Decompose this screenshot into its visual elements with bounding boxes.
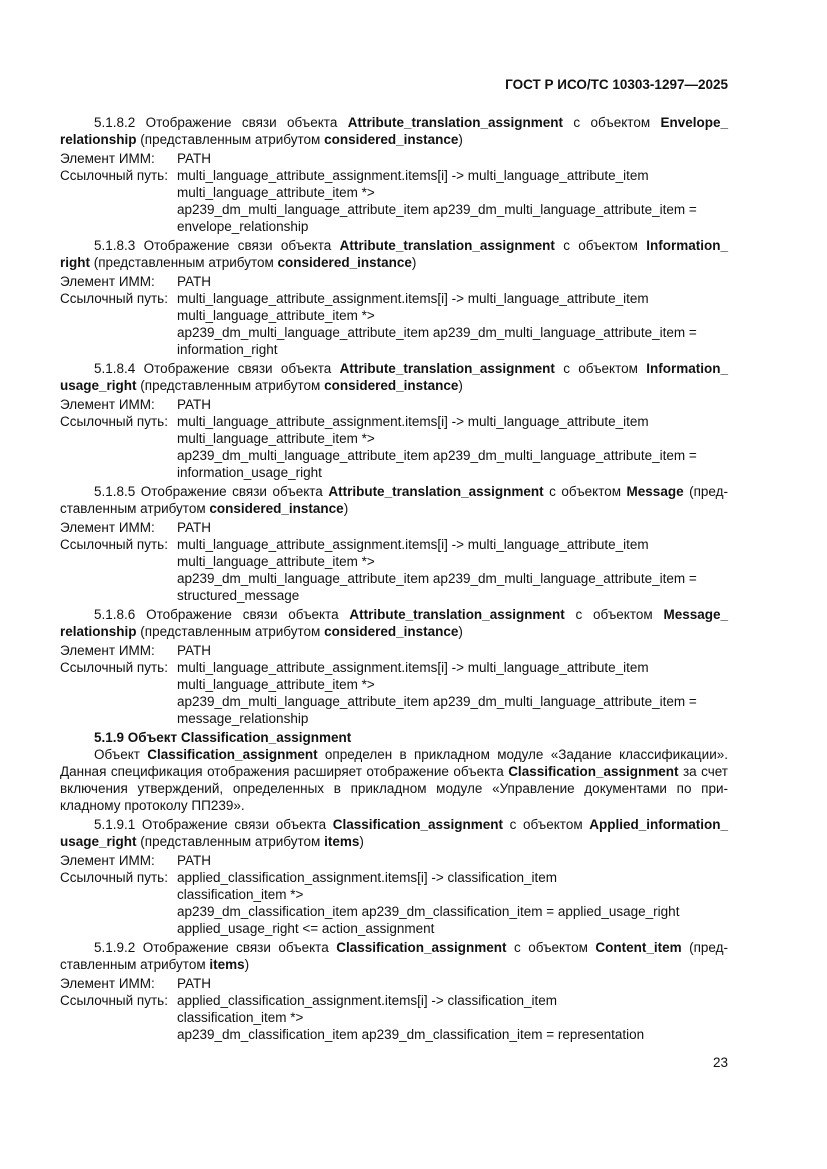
- element-label: Элемент ИММ:: [60, 520, 155, 535]
- bold-term: Classification_assignment: [332, 817, 504, 832]
- paragraph-text: с объектом: [506, 940, 596, 955]
- bold-term: Classification_assignment: [147, 747, 318, 762]
- bold-term: Attribute_translation_assignment: [339, 361, 555, 376]
- reference-path-line: multi_language_attribute_item *>: [177, 185, 375, 200]
- element-label: Элемент ИММ:: [60, 274, 155, 289]
- mapping-heading-5186: [60, 606, 728, 640]
- reference-path-line: envelope_relationship: [177, 219, 309, 234]
- element-value: PATH: [177, 643, 212, 658]
- reference-path-line: information_right: [177, 342, 278, 357]
- paragraph-text: (пред-ставленным атрибутом: [60, 940, 728, 972]
- reference-path-row: [60, 992, 728, 1043]
- reference-path-line: ap239_dm_multi_language_attribute_item ap239_dm_multi_language_attribute_item =: [177, 325, 697, 340]
- paragraph-text: (представленным атрибутом: [136, 834, 325, 849]
- paragraph-text: 5.1.8.5 Отображение связи объекта: [94, 484, 329, 499]
- paragraph-text: определен в прикладном модуле «Задание классификации». Данная спецификация отображения расширяет отображение объекта: [60, 747, 728, 779]
- mapping-heading-5182: [60, 114, 728, 148]
- element-row: [60, 519, 728, 536]
- element-label: Элемент ИММ:: [60, 643, 155, 658]
- paragraph-text: (представленным атрибутом: [136, 378, 325, 393]
- element-value: PATH: [177, 520, 212, 535]
- mapping-heading-5192: [60, 939, 728, 973]
- reference-path-row: [60, 413, 728, 481]
- bold-term: Content_item: [595, 940, 682, 955]
- reference-path-lines: [177, 992, 644, 1043]
- paragraph-text: с объектом: [554, 238, 647, 253]
- reference-path-line: multi_language_attribute_assignment.items[i] -> multi_language_attribute_item: [177, 660, 649, 675]
- bold-term: items: [324, 834, 360, 849]
- element-value: PATH: [177, 976, 212, 991]
- reference-path-lines: [177, 413, 697, 481]
- reference-path-row: [60, 659, 728, 727]
- reference-path-line: multi_language_attribute_assignment.items[i] -> multi_language_attribute_item: [177, 537, 649, 552]
- element-row: [60, 975, 728, 992]
- paragraph-text: с объектом: [564, 607, 664, 622]
- reference-path-line: ap239_dm_multi_language_attribute_item ap239_dm_multi_language_attribute_item =: [177, 694, 697, 709]
- reference-path-lines: [177, 536, 697, 604]
- reference-path-line: applied_classification_assignment.items[i] -> classification_item: [177, 993, 558, 1008]
- paragraph-text: 5.1.8.2 Отображение связи объекта: [94, 115, 348, 130]
- bold-term: Message_ relationship: [60, 607, 728, 639]
- reference-path-line: structured_message: [177, 588, 300, 603]
- reference-path-line: multi_language_attribute_item *>: [177, 554, 375, 569]
- reference-path-label: Ссылочный путь:: [60, 168, 168, 183]
- reference-path-line: multi_language_attribute_item *>: [177, 431, 375, 446]
- bold-term: Attribute_translation_assignment: [347, 115, 564, 130]
- reference-path-label: Ссылочный путь:: [60, 414, 168, 429]
- reference-path-line: classification_item *>: [177, 887, 304, 902]
- mapping-heading-5183: [60, 237, 728, 271]
- bold-term: considered_instance: [324, 624, 459, 639]
- reference-path-row: [60, 869, 728, 937]
- document-body: [60, 114, 728, 1045]
- reference-path-label: Ссылочный путь:: [60, 537, 168, 552]
- element-row: [60, 273, 728, 290]
- reference-path-line: applied_classification_assignment.items[i] -> classification_item: [177, 870, 558, 885]
- paragraph-text: ): [244, 957, 250, 972]
- bold-term: Information_ usage_right: [60, 361, 728, 393]
- bold-term: Applied_information_ usage_right: [60, 817, 729, 849]
- bold-term: Attribute_translation_assignment: [328, 484, 544, 499]
- reference-path-line: ap239_dm_classification_item ap239_dm_classification_item = applied_usage_right: [177, 904, 680, 919]
- reference-path-label: Ссылочный путь:: [60, 660, 168, 675]
- paragraph-text: (представленным атрибутом: [90, 255, 278, 270]
- mapping-heading-5185: [60, 483, 728, 517]
- element-value: PATH: [177, 151, 212, 166]
- bold-term: considered_instance: [209, 501, 344, 516]
- reference-path-lines: [177, 869, 679, 937]
- paragraph-text: с объектом: [563, 115, 661, 130]
- paragraph-text: ): [458, 624, 463, 639]
- element-row: [60, 642, 728, 659]
- paragraph-text: 5.1.9.1 Отображение связи объекта: [94, 817, 333, 832]
- paragraph-text: 5.1.8.3 Отображение связи объекта: [94, 238, 340, 253]
- bold-term: Information_ right: [60, 238, 728, 270]
- reference-path-line: multi_language_attribute_assignment.items[i] -> multi_language_attribute_item: [177, 414, 649, 429]
- paragraph-text: ): [343, 501, 349, 516]
- mapping-list-classification: [60, 816, 728, 1043]
- bold-term: considered_instance: [324, 378, 459, 393]
- paragraph-text: 5.1.8.4 Отображение связи объекта: [94, 361, 340, 376]
- paragraph-text: (пред-ставленным атрибутом: [60, 484, 729, 516]
- reference-path-line: multi_language_attribute_item *>: [177, 677, 375, 692]
- element-label: Элемент ИММ:: [60, 397, 155, 412]
- reference-path-label: Ссылочный путь:: [60, 291, 168, 306]
- bold-term: Attribute_translation_assignment: [339, 238, 555, 253]
- reference-path-lines: [177, 659, 697, 727]
- paragraph-text: за счет включения утверждений, определенных в прикладном модуле «Управление документами по при-кладному протоколу ПП239».: [60, 764, 728, 813]
- reference-path-line: ap239_dm_multi_language_attribute_item ap239_dm_multi_language_attribute_item =: [177, 448, 697, 463]
- mapping-list-attribute-translation: [60, 114, 728, 727]
- paragraph-text: ): [458, 378, 463, 393]
- paragraph-text: с объектом: [503, 817, 590, 832]
- paragraph-text: с объектом: [543, 484, 627, 499]
- reference-path-row: [60, 290, 728, 358]
- element-label: Элемент ИММ:: [60, 976, 155, 991]
- reference-path-label: Ссылочный путь:: [60, 870, 168, 885]
- reference-path-row: [60, 167, 728, 235]
- reference-path-line: applied_usage_right <= action_assignment: [177, 921, 435, 936]
- element-label: Элемент ИММ:: [60, 151, 155, 166]
- mapping-heading-5184: [60, 360, 728, 394]
- paragraph-text: (представленным атрибутом: [136, 132, 325, 147]
- element-row: [60, 396, 728, 413]
- element-label: Элемент ИММ:: [60, 853, 155, 868]
- element-value: PATH: [177, 853, 212, 868]
- bold-term: Envelope_ relationship: [60, 115, 729, 147]
- reference-path-lines: [177, 290, 697, 358]
- element-row: [60, 150, 728, 167]
- reference-path-line: ap239_dm_multi_language_attribute_item ap239_dm_multi_language_attribute_item =: [177, 202, 697, 217]
- reference-path-label: Ссылочный путь:: [60, 993, 168, 1008]
- paragraph-text: ): [411, 255, 417, 270]
- reference-path-lines: [177, 167, 697, 235]
- paragraph-text: ): [458, 132, 463, 147]
- bold-term: items: [209, 957, 245, 972]
- reference-path-row: [60, 536, 728, 604]
- mapping-heading-5191: [60, 816, 728, 850]
- element-value: PATH: [177, 397, 212, 412]
- paragraph-text: 5.1.8.6 Отображение связи объекта: [94, 607, 350, 622]
- reference-path-line: message_relationship: [177, 711, 309, 726]
- reference-path-line: multi_language_attribute_assignment.items[i] -> multi_language_attribute_item: [177, 168, 649, 183]
- reference-path-line: multi_language_attribute_item *>: [177, 308, 375, 323]
- reference-path-line: information_usage_right: [177, 465, 322, 480]
- element-row: [60, 852, 728, 869]
- paragraph-text: ): [359, 834, 364, 849]
- element-value: PATH: [177, 274, 212, 289]
- reference-path-line: ap239_dm_multi_language_attribute_item ap239_dm_multi_language_attribute_item =: [177, 571, 697, 586]
- reference-path-line: classification_item *>: [177, 1010, 304, 1025]
- bold-term: Classification_assignment: [508, 764, 679, 779]
- bold-term: Classification_assignment: [336, 940, 507, 955]
- paragraph-text: с объектом: [554, 361, 647, 376]
- bold-term: Attribute_translation_assignment: [349, 607, 565, 622]
- page-number: 23: [712, 1055, 728, 1070]
- reference-path-line: ap239_dm_classification_item ap239_dm_classification_item = representation: [177, 1027, 645, 1042]
- document-header: ГОСТ Р ИСО/ТС 10303-1297—2025: [505, 77, 728, 92]
- reference-path-line: multi_language_attribute_assignment.items[i] -> multi_language_attribute_item: [177, 291, 649, 306]
- bold-term: considered_instance: [277, 255, 412, 270]
- bold-term: considered_instance: [324, 132, 459, 147]
- paragraph-text: Объект: [94, 747, 148, 762]
- section-title: 5.1.9 Объект Classification_assignment: [94, 730, 352, 745]
- section-intro: [60, 746, 728, 814]
- paragraph-text: (представленным атрибутом: [136, 624, 325, 639]
- bold-term: Message: [626, 484, 684, 499]
- paragraph-text: 5.1.9.2 Отображение связи объекта: [94, 940, 337, 955]
